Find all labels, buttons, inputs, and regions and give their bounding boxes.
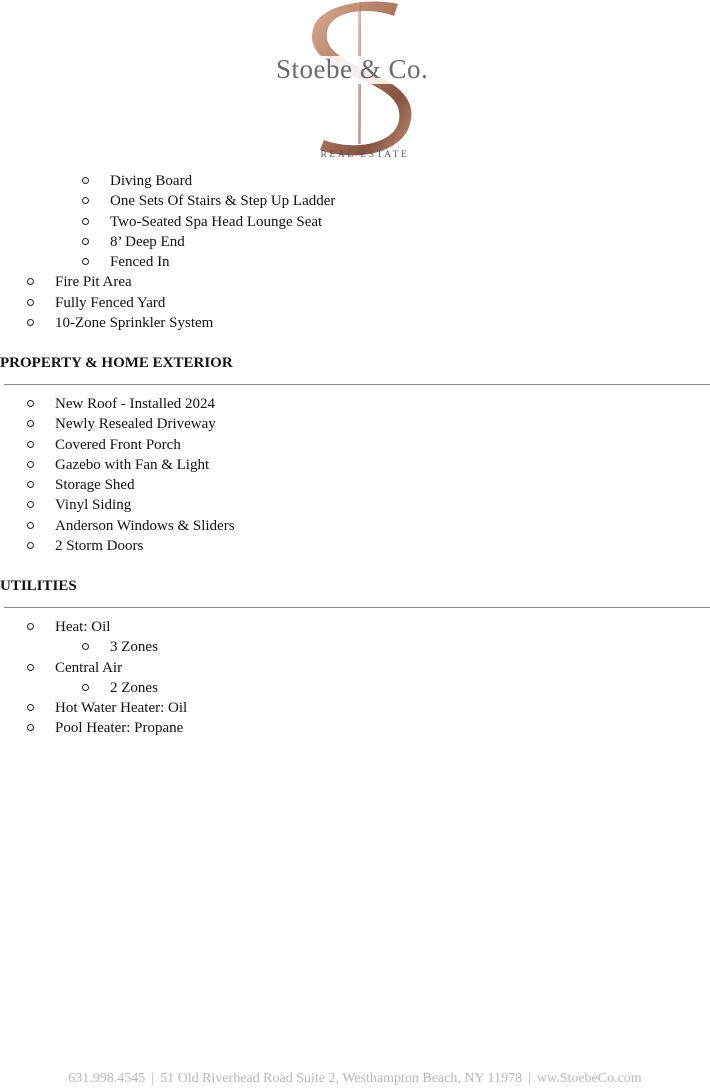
pool-features-sublist — [0, 171, 710, 333]
list-item-label: Heat: Oil — [55, 619, 111, 635]
list-item-label: Hot Water Heater: Oil — [55, 700, 188, 717]
hollow-bullet-icon — [27, 420, 34, 427]
list-item — [0, 414, 710, 434]
hollow-bullet-icon — [27, 441, 34, 448]
hollow-bullet-icon — [27, 664, 34, 671]
hollow-bullet-icon — [27, 319, 34, 326]
footer-separator: | — [528, 1071, 531, 1086]
list-item — [0, 678, 710, 698]
list-item — [0, 617, 710, 637]
list-item-label: Diving Board — [110, 173, 193, 189]
list-item-label: New Roof - Installed 2024 — [55, 396, 215, 412]
hollow-bullet-icon — [27, 278, 34, 285]
list-item — [0, 637, 710, 657]
footer-website-link[interactable]: ww.StoebeCo.com — [536, 1071, 642, 1086]
hollow-bullet-icon — [27, 522, 34, 529]
list-item — [0, 516, 710, 536]
list-item-label: Fire Pit Area — [55, 274, 132, 291]
hollow-bullet-icon — [82, 643, 89, 650]
logo-wordmark: Stoebe & Co. — [276, 54, 429, 84]
page-footer — [0, 1070, 710, 1088]
exterior-list — [0, 394, 710, 556]
list-item — [0, 536, 710, 556]
list-item — [0, 698, 710, 718]
list-item-label: 10-Zone Sprinkler System — [55, 315, 214, 332]
exterior-section-heading: PROPERTY & HOME EXTERIOR — [0, 355, 233, 371]
list-item-label: Fully Fenced Yard — [55, 294, 166, 311]
company-logo — [262, 0, 462, 165]
hollow-bullet-icon — [82, 218, 89, 225]
hollow-bullet-icon — [82, 238, 89, 245]
list-item-label: Covered Front Porch — [55, 436, 181, 453]
list-item-label: 8’ Deep End — [110, 233, 185, 250]
hollow-bullet-icon — [27, 299, 34, 306]
list-item — [0, 435, 710, 455]
hollow-bullet-icon — [82, 177, 89, 184]
hollow-bullet-icon — [27, 542, 34, 549]
hollow-bullet-icon — [27, 724, 34, 731]
list-item — [0, 475, 710, 495]
utilities-list — [0, 617, 710, 739]
list-item — [0, 495, 710, 515]
list-item — [0, 171, 710, 191]
list-item — [0, 455, 710, 475]
list-item-label: One Sets Of Stairs & Step Up Ladder — [110, 193, 336, 210]
list-item-label: Fenced In — [110, 254, 170, 271]
hollow-bullet-icon — [27, 400, 34, 407]
hollow-bullet-icon — [27, 481, 34, 488]
hollow-bullet-icon — [82, 684, 89, 691]
hollow-bullet-icon — [27, 704, 34, 711]
list-item-label: Pool Heater: Propane — [55, 720, 184, 737]
hollow-bullet-icon — [27, 623, 34, 630]
hollow-bullet-icon — [27, 501, 34, 508]
list-item — [0, 232, 710, 252]
list-item-label: 2 Storm Doors — [55, 538, 144, 555]
footer-phone: 631.998.4545 — [68, 1071, 146, 1086]
list-item — [0, 191, 710, 211]
list-item — [0, 394, 710, 414]
list-item — [0, 252, 710, 272]
list-item-label: Central Air — [55, 659, 123, 676]
list-item-label: Gazebo with Fan & Light — [55, 456, 210, 473]
list-item — [0, 212, 710, 232]
list-item-label: 2 Zones — [110, 679, 158, 696]
section-divider — [4, 607, 710, 608]
list-item — [0, 293, 710, 313]
hollow-bullet-icon — [27, 461, 34, 468]
utilities-section-heading: UTILITIES — [0, 578, 77, 594]
list-item — [0, 718, 710, 738]
logo-tagline: REAL ESTATE — [320, 150, 410, 160]
list-item — [0, 313, 710, 333]
list-item-label: Anderson Windows & Sliders — [55, 517, 235, 534]
list-item — [0, 658, 710, 678]
list-item — [0, 272, 710, 292]
hollow-bullet-icon — [82, 258, 89, 265]
footer-address: 51 Old Riverhead Road Suite 2, Westhampton Beach, NY 11978 — [160, 1071, 523, 1086]
list-item-label: Two-Seated Spa Head Lounge Seat — [110, 213, 323, 230]
section-divider — [4, 384, 710, 385]
list-item-label: Storage Shed — [55, 477, 135, 494]
list-item-label: Newly Resealed Driveway — [55, 416, 216, 433]
list-item-label: 3 Zones — [110, 639, 158, 656]
hollow-bullet-icon — [82, 197, 89, 204]
list-item-label: Vinyl Siding — [55, 497, 132, 514]
footer-separator: | — [151, 1071, 155, 1086]
